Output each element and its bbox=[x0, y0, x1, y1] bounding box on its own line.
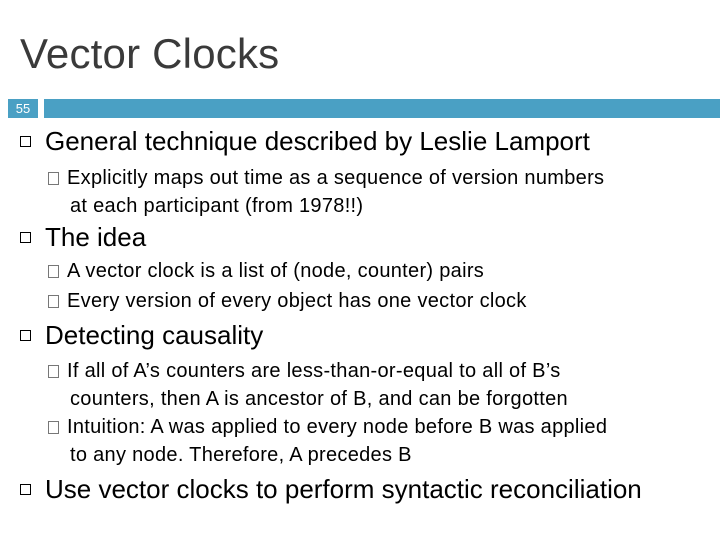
sub-bullet-1-1-line2: at each participant (from 1978!!) bbox=[70, 195, 364, 217]
sub-bullet-3-1-line2: counters, then A is ancestor of B, and can be forgotten bbox=[70, 388, 568, 410]
square-bullet-icon bbox=[20, 136, 31, 147]
square-sub-bullet-icon bbox=[48, 172, 59, 185]
sub-bullet-2-1 bbox=[48, 257, 484, 285]
bullet-1 bbox=[20, 126, 590, 157]
slide-title: Vector Clocks bbox=[20, 30, 280, 77]
bullet-3-text: Detecting causality bbox=[45, 320, 264, 350]
bullet-3 bbox=[20, 320, 263, 351]
sub-bullet-1-1-line1: Explicitly maps out time as a sequence of version numbers bbox=[67, 167, 605, 189]
sub-bullet-3-1-line1: If all of A’s counters are less-than-or-equal to all of B’s bbox=[67, 360, 561, 382]
sub-bullet-3-2 bbox=[48, 413, 607, 469]
sub-bullet-2-2-line1: Every version of every object has one vector clock bbox=[67, 290, 527, 312]
square-bullet-icon bbox=[20, 484, 31, 495]
sub-bullet-3-1 bbox=[48, 357, 568, 413]
slide-number: 55 bbox=[8, 99, 38, 118]
bullet-4 bbox=[20, 474, 642, 505]
header-bar bbox=[44, 99, 720, 118]
square-sub-bullet-icon bbox=[48, 265, 59, 278]
bullet-2 bbox=[20, 222, 146, 253]
sub-bullet-1-1 bbox=[48, 164, 604, 220]
bullet-1-text: General technique described by Leslie Lamport bbox=[45, 126, 590, 156]
bullet-4-text: Use vector clocks to perform syntactic reconciliation bbox=[45, 474, 642, 504]
sub-bullet-2-2 bbox=[48, 287, 527, 315]
square-sub-bullet-icon bbox=[48, 365, 59, 378]
sub-bullet-3-2-line1: Intuition: A was applied to every node before B was applied bbox=[67, 416, 608, 438]
square-sub-bullet-icon bbox=[48, 421, 59, 434]
bullet-2-text: The idea bbox=[45, 222, 147, 252]
square-bullet-icon bbox=[20, 330, 31, 341]
square-sub-bullet-icon bbox=[48, 295, 59, 308]
sub-bullet-3-2-line2: to any node. Therefore, A precedes B bbox=[70, 444, 412, 466]
sub-bullet-2-1-line1: A vector clock is a list of (node, counter) pairs bbox=[67, 260, 485, 282]
square-bullet-icon bbox=[20, 232, 31, 243]
